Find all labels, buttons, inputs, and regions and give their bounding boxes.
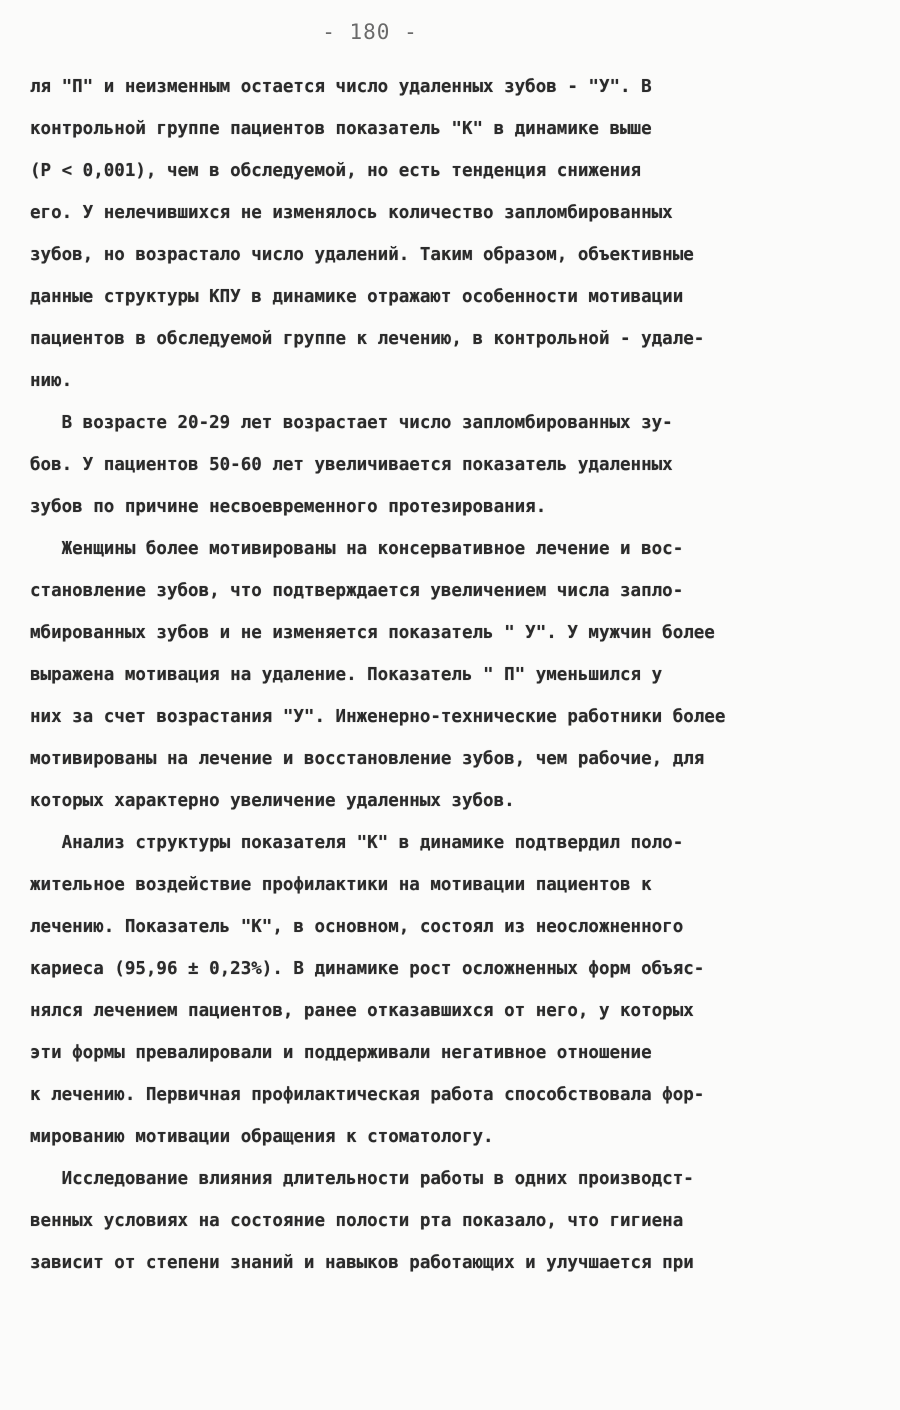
text-line: нялся лечением пациентов, ранее отказавшихся от него, у которых [30, 1001, 694, 1021]
text-line: кариеса (95,96 ± 0,23%). В динамике рост осложненных форм объяс- [30, 959, 705, 979]
text-line: них за счет возрастания "У". Инженерно-технические работники более [30, 707, 726, 727]
text-line: становление зубов, что подтверждается увеличением числа запло- [30, 581, 684, 601]
text-line: мбированных зубов и не изменяется показатель " У". У мужчин более [30, 623, 715, 643]
text-line: зубов, но возрастало число удалений. Таким образом, объективные [30, 245, 694, 265]
page-number: - 180 - [322, 20, 418, 44]
text-line: которых характерно увеличение удаленных зубов. [30, 791, 515, 811]
text-line: эти формы превалировали и поддерживали негативное отношение [30, 1043, 652, 1063]
text-line: пациентов в обследуемой группе к лечению, в контрольной - удале- [30, 329, 705, 349]
body-text [30, 66, 880, 1284]
text-line: бов. У пациентов 50-60 лет увеличивается показатель удаленных [30, 455, 673, 475]
text-line: мированию мотивации обращения к стоматологу. [30, 1127, 494, 1147]
text-line: к лечению. Первичная профилактическая работа способствовала фор- [30, 1085, 705, 1105]
text-line: данные структуры КПУ в динамике отражают особенности мотивации [30, 287, 684, 307]
text-line: нию. [30, 371, 73, 391]
text-line: венных условиях на состояние полости рта показало, что гигиена [30, 1211, 684, 1231]
text-line: выражена мотивация на удаление. Показатель " П" уменьшился у [30, 665, 663, 685]
text-line: жительное воздействие профилактики на мотивации пациентов к [30, 875, 652, 895]
text-line: ля "П" и неизменным остается число удаленных зубов - "У". В [30, 77, 652, 97]
text-line: В возрасте 20-29 лет возрастает число запломбированных зу- [30, 413, 673, 433]
text-line: Женщины более мотивированы на консервативное лечение и вос- [30, 539, 684, 559]
text-line: лечению. Показатель "К", в основном, состоял из неосложненного [30, 917, 684, 937]
text-line: зависит от степени знаний и навыков работающих и улучшается при [30, 1253, 694, 1273]
text-line: зубов по причине несвоевременного протезирования. [30, 497, 547, 517]
text-line: Исследование влияния длительности работы в одних производст- [30, 1169, 694, 1189]
text-line: мотивированы на лечение и восстановление зубов, чем рабочие, для [30, 749, 705, 769]
text-line: контрольной группе пациентов показатель "К" в динамике выше [30, 119, 652, 139]
text-line: Анализ структуры показателя "К" в динамике подтвердил поло- [30, 833, 684, 853]
text-line: его. У нелечившихся не изменялось количество запломбированных [30, 203, 673, 223]
text-line: (P < 0,001), чем в обследуемой, но есть тенденция снижения [30, 161, 642, 181]
